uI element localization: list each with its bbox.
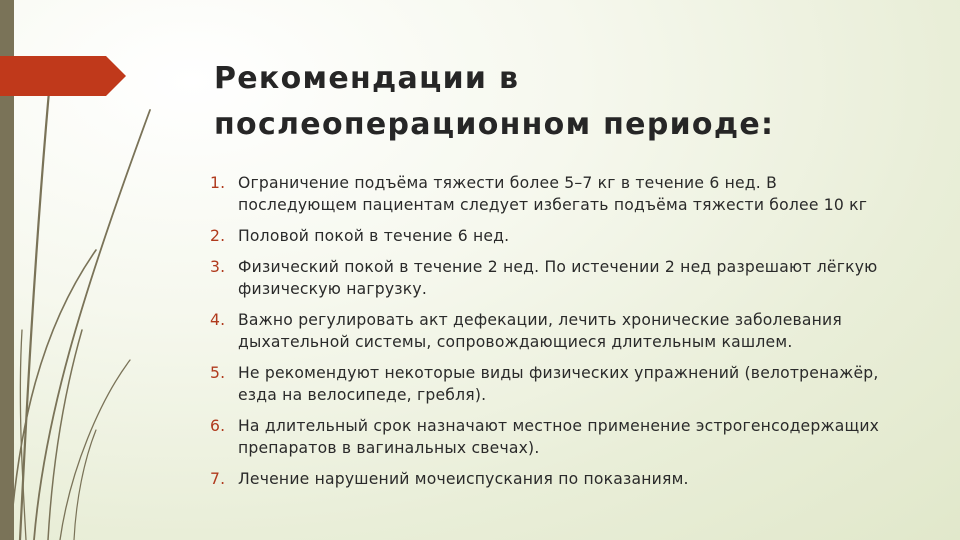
list-item-number: 4. bbox=[210, 311, 226, 329]
list-item-number: 7. bbox=[210, 470, 226, 488]
list-item-number: 6. bbox=[210, 417, 226, 435]
list-item bbox=[210, 362, 900, 406]
title-line-1: Рекомендации в bbox=[214, 61, 520, 96]
list-item-number: 1. bbox=[210, 174, 226, 192]
list-item-text: На длительный срок назначают местное применение эстрогенсодержащих препаратов в вагинальных свечах). bbox=[238, 417, 880, 457]
list-item-text: Физический покой в течение 2 нед. По истечении 2 нед разрешают лёгкую физическую нагрузку. bbox=[238, 258, 878, 298]
list-item-number: 2. bbox=[210, 227, 226, 245]
list-item bbox=[210, 225, 900, 247]
list-item bbox=[210, 172, 900, 216]
list-item-number: 3. bbox=[210, 258, 226, 276]
list-item bbox=[210, 415, 900, 459]
title-line-2: послеоперационном периоде: bbox=[214, 107, 775, 142]
list-item-text: Половой покой в течение 6 нед. bbox=[238, 227, 510, 245]
list-item bbox=[210, 468, 900, 490]
red-arrow-tab bbox=[0, 56, 126, 96]
list-item-text: Ограничение подъёма тяжести более 5–7 кг в течение 6 нед. В последующем пациентам следует избегать подъёма тяжести более 10 кг bbox=[238, 174, 868, 214]
list-item-text: Лечение нарушений мочеиспускания по показаниям. bbox=[238, 470, 689, 488]
list-item-text: Не рекомендуют некоторые виды физических упражнений (велотренажёр, езда на велосипеде, гребля). bbox=[238, 364, 879, 404]
slide-title bbox=[214, 56, 914, 148]
list-item-number: 5. bbox=[210, 364, 226, 382]
list-item bbox=[210, 256, 900, 300]
list-item-text: Важно регулировать акт дефекации, лечить хронические заболевания дыхательной системы, сопровождающиеся длительным кашлем. bbox=[238, 311, 842, 351]
recommendations-list bbox=[210, 172, 900, 499]
list-item bbox=[210, 309, 900, 353]
